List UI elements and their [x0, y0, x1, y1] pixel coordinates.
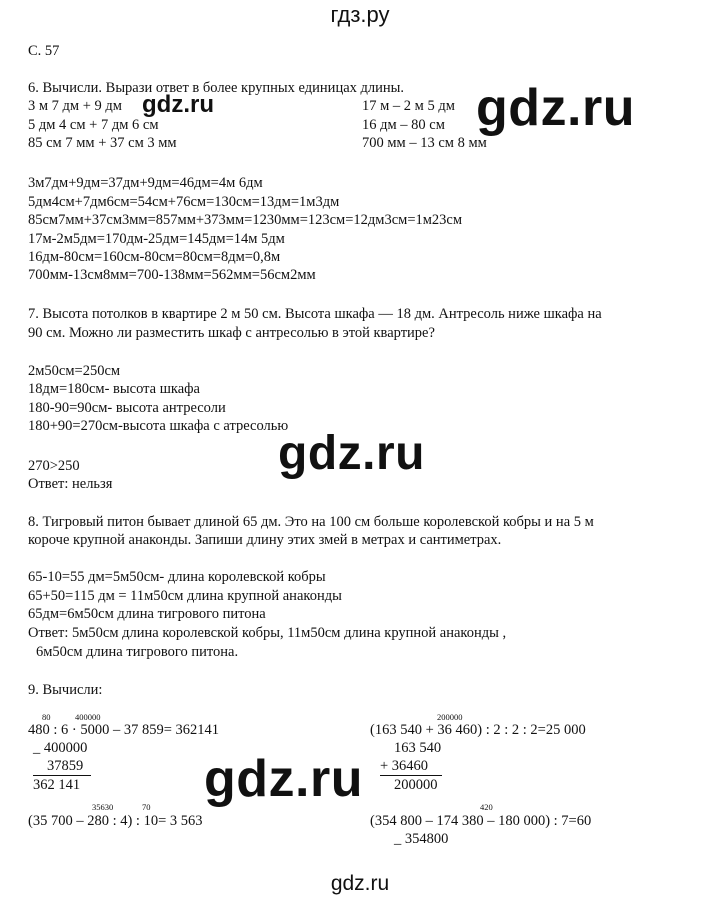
task-8-answer-2: 6м50см длина тигрового питона. — [36, 644, 239, 660]
task-6-left-3: 85 см 7 мм + 37 см 3 мм — [28, 135, 177, 151]
task-8-line-1: 8. Тигровый питон бывает длиной 65 дм. Это на 100 см больше королевской кобры и на 5 м — [28, 514, 594, 530]
e3-note-1: 35630 — [92, 802, 114, 812]
task-6-left-1: 3 м 7 дм + 9 дм — [28, 98, 122, 114]
task-8-answer-1: Ответ: 5м50см длина королевской кобры, 11м50см длина крупной анаконды , — [28, 625, 507, 641]
task-6-solution-5: 16дм-80см=160см-80см=80см=8дм=0,8м — [28, 249, 281, 265]
e4-column-1: _ 354800 — [394, 831, 449, 847]
e1-note-2: 400000 — [75, 712, 101, 722]
task-7-line-2: 90 см. Можно ли разместить шкаф с антресолью в этой квартире? — [28, 325, 435, 341]
e1-expression: 480 : 6 · 5000 – 37 859= 362141 — [28, 722, 220, 738]
e2-column-2: + 36460 — [380, 757, 442, 776]
e2-expression: (163 540 + 36 460) : 2 : 2 : 2=25 000 — [370, 722, 586, 738]
task-8-solution-3: 65дм=6м50см длина тигрового питона — [28, 606, 266, 622]
task-7-solution-2: 18дм=180см- высота шкафа — [28, 381, 200, 397]
e3-note-2: 70 — [142, 802, 151, 812]
e2-column-3: 200000 — [394, 777, 438, 793]
watermark-small: gdz.ru — [142, 91, 214, 118]
task-8-solution-2: 65+50=115 дм = 11м50см длина крупной анаконды — [28, 588, 342, 604]
page-label: С. 57 — [28, 43, 60, 59]
e1-column-2: 37859 — [33, 757, 91, 776]
task-6-left-2: 5 дм 4 см + 7 дм 6 см — [28, 117, 159, 133]
e3-expression: (35 700 – 280 : 4) : 10= 3 563 — [28, 813, 203, 829]
watermark-1: gdz.ru — [476, 79, 635, 137]
site-footer: gdz.ru — [330, 872, 390, 895]
task-6-solution-2: 5дм4см+7дм6см=54см+76см=130см=13дм=1м3дм — [28, 194, 340, 210]
task-9-title: 9. Вычисли: — [28, 682, 103, 698]
e2-note-1: 200000 — [437, 712, 463, 722]
task-8-line-2: короче крупной анаконды. Запиши длину этих змей в метрах и сантиметрах. — [28, 532, 502, 548]
task-8-solution-1: 65-10=55 дм=5м50см- длина королевской кобры — [28, 569, 326, 585]
site-header: гдз.ру — [330, 2, 390, 27]
task-7-solution-1: 2м50см=250см — [28, 363, 121, 379]
e1-column-1: _ 400000 — [33, 740, 88, 756]
task-6-solution-4: 17м-2м5дм=170дм-25дм=145дм=14м 5дм — [28, 231, 285, 247]
task-6-solution-1: 3м7дм+9дм=37дм+9дм=46дм=4м 6дм — [28, 175, 263, 191]
task-6-solution-3: 85см7мм+37см3мм=857мм+373мм=1230мм=123см=12дм3см=1м23см — [28, 212, 463, 228]
task-7-compare: 270>250 — [28, 458, 80, 474]
e4-expression: (354 800 – 174 380 – 180 000) : 7=60 — [370, 813, 592, 829]
task-6-right-1: 17 м – 2 м 5 дм — [362, 98, 455, 114]
task-7-solution-4: 180+90=270см-высота шкафа с атресолью — [28, 418, 289, 434]
task-7-line-1: 7. Высота потолков в квартире 2 м 50 см. Высота шкафа — 18 дм. Антресоль ниже шкафа на — [28, 306, 602, 322]
task-7-solution-3: 180-90=90см- высота антресоли — [28, 400, 226, 416]
e4-note-1: 420 — [480, 802, 493, 812]
task-6-right-2: 16 дм – 80 см — [362, 117, 445, 133]
task-6-title: 6. Вычисли. Вырази ответ в более крупных единицах длины. — [28, 80, 405, 96]
watermark-3: gdz.ru — [204, 750, 363, 808]
task-7-answer: Ответ: нельзя — [28, 476, 113, 492]
task-6-solution-6: 700мм-13см8мм=700-138мм=562мм=56см2мм — [28, 267, 316, 283]
watermark-2: gdz.ru — [278, 427, 425, 480]
task-6-right-3: 700 мм – 13 см 8 мм — [362, 135, 487, 151]
e2-column-1: 163 540 — [394, 740, 442, 756]
e1-column-3: 362 141 — [33, 777, 81, 793]
e1-note-1: 80 — [42, 712, 51, 722]
